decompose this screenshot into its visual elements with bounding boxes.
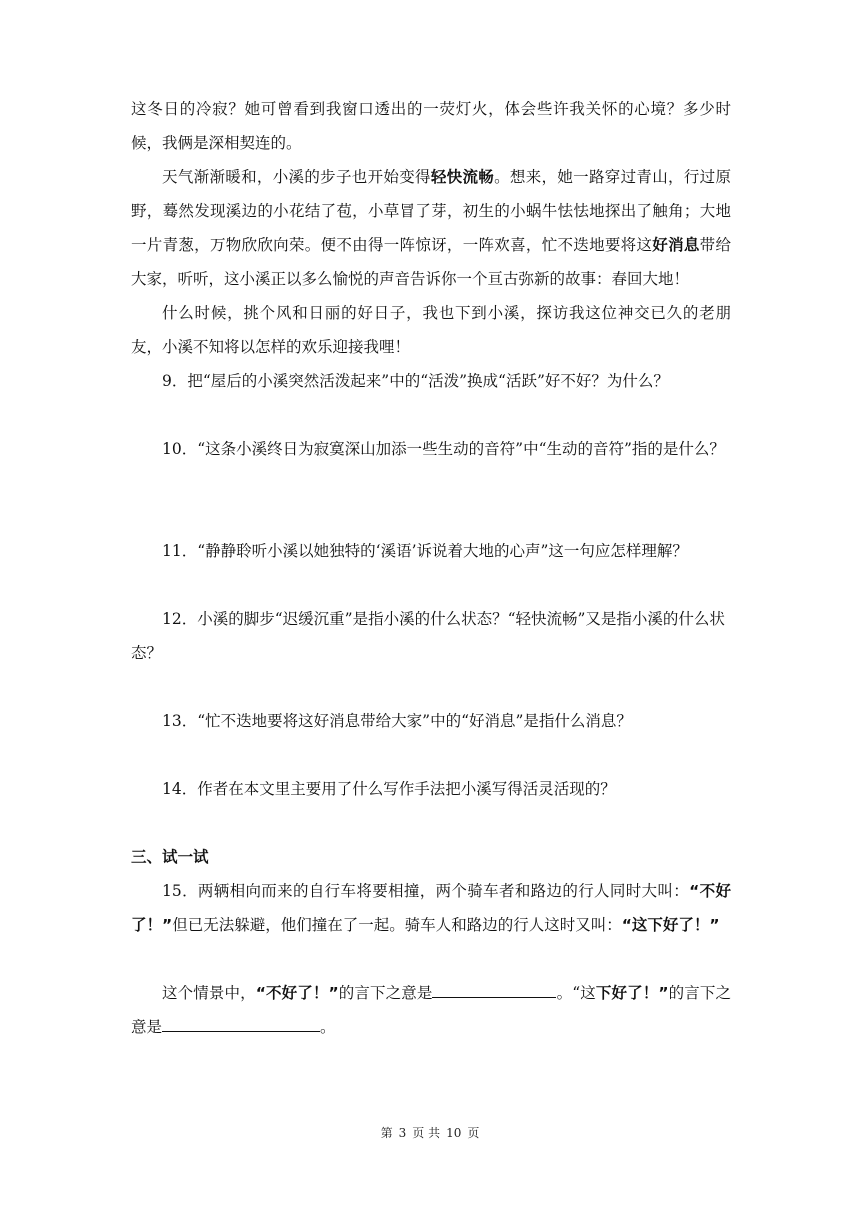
fill-in-question [131, 976, 731, 1044]
fill-text: 这个情景中， [162, 984, 256, 1002]
answer-blank-1[interactable] [432, 981, 556, 998]
question-13: 13．“忙不迭地要将这好消息带给大家”中的“好消息”是指什么消息？ [162, 712, 632, 730]
paragraph-text: 带给大家，听听，这小溪正以多么愉悦的声音告诉你一个亘古弥新的故事：春回大地！ [131, 236, 731, 288]
section-heading: 三、试一试 [131, 848, 209, 866]
question-text: 15．两辆相向而来的自行车将要相撞，两个骑车者和路边的行人同时大叫： [162, 882, 690, 900]
bold-quote-bad: “不好了！” [131, 882, 732, 934]
bold-quote-bad: “不好了！” [255, 984, 339, 1002]
question-9: 9．把“屋后的小溪突然活泼起来”中的“活泼”换成“活跃”好不好？为什么？ [162, 372, 669, 390]
footer-text: 页 共 [412, 1126, 441, 1140]
fill-text: 的言下之意是 [338, 984, 433, 1002]
footer-text: 页 [467, 1126, 480, 1140]
answer-blank-2[interactable] [162, 1015, 320, 1032]
paragraph-text: 。想来，她一路穿过青山，行过原野，蓦然发现溪边的小花结了苞，小草冒了芽，初生的小蜗牛怯怯地探出了触角；大地一片青葱，万物欣欣向荣。便不由得一阵惊讶，一阵欢喜，忙不迭地要将这 [131, 168, 731, 254]
page-number: 3 [398, 1126, 407, 1140]
page-total: 10 [446, 1126, 462, 1140]
bold-phrase-light-fluent: 轻快流畅 [430, 168, 495, 186]
bold-quote-good: 下好了！” [595, 984, 669, 1002]
fill-text: 的言下之意是 [131, 984, 731, 1036]
bold-phrase-good-news: 好消息 [652, 236, 700, 254]
bold-quote-good: “这下好了！” [621, 916, 720, 934]
question-text: 但已无法躲避，他们撞在了一起。骑车人和路边的行人这时又叫： [172, 916, 622, 934]
question-10: 10．“这条小溪终日为寂寞深山加添一些生动的音符”中“生动的音符”指的是什么？ [162, 440, 725, 458]
question-15 [131, 874, 731, 942]
question-12: 12．小溪的脚步“迟缓沉重”是指小溪的什么状态？“轻快流畅”又是指小溪的什么状态？ [131, 610, 725, 662]
fill-text: 。 [320, 1018, 336, 1036]
question-14: 14．作者在本文里主要用了什么写作手法把小溪写得活灵活现的？ [162, 780, 616, 798]
question-11: 11．“静静聆听小溪以她独特的‘溪语’诉说着大地的心声”这一句应怎样理解？ [162, 542, 688, 560]
fill-text: 。“这 [556, 984, 596, 1002]
page-footer [0, 1124, 860, 1141]
footer-text: 第 [380, 1126, 393, 1140]
passage-paragraph-1: 这冬日的冷寂？她可曾看到我窗口透出的一荧灯火，体会些许我关怀的心境？多少时候，我俩是深相契连的。 [131, 100, 731, 152]
paragraph-text: 天气渐渐暖和，小溪的步子也开始变得 [162, 168, 431, 186]
passage-paragraph-3: 什么时候，挑个风和日丽的好日子，我也下到小溪，探访我这位神交已久的老朋友，小溪不知将以怎样的欢乐迎接我哩！ [131, 304, 731, 356]
passage-paragraph-2 [131, 160, 731, 296]
